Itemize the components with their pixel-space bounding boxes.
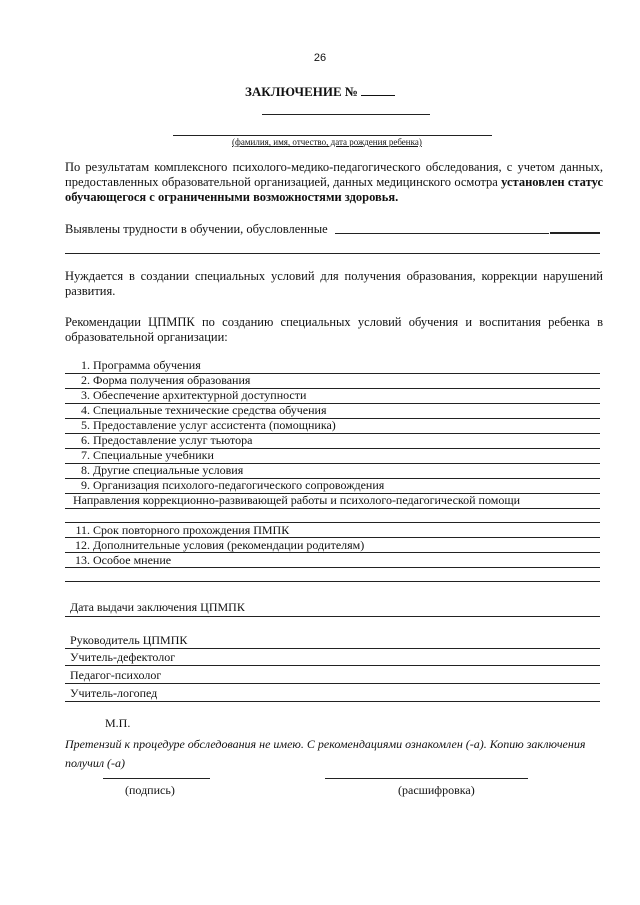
list-line[interactable]: [65, 567, 600, 568]
list-line[interactable]: [65, 581, 600, 582]
recommendations-paragraph: Рекомендации ЦПМПК по созданию специальных условий обучения и воспитания ребенка в образовательной организации:: [65, 315, 603, 344]
signatory-director: Руководитель ЦПМПК: [70, 633, 188, 647]
difficulties-label: Выявлены трудности в обучении, обусловленные: [65, 222, 328, 236]
list-item: 7. Специальные учебники: [81, 448, 214, 462]
title-text: ЗАКЛЮЧЕНИЕ №: [245, 84, 358, 99]
list-item: 4. Специальные технические средства обучения: [81, 403, 327, 417]
list-item: 1. Программа обучения: [81, 358, 201, 372]
signature-line[interactable]: [103, 778, 210, 779]
issue-date-line[interactable]: [65, 616, 600, 617]
signatory-defectologist: Учитель-дефектолог: [70, 650, 176, 664]
list-item: 9. Организация психолого-педагогического сопровождения: [81, 478, 385, 492]
stamp-label: М.П.: [105, 716, 131, 730]
issue-date-label: Дата выдачи заключения ЦПМПК: [70, 600, 245, 614]
child-name-caption: (фамилия, имя, отчество, дата рождения ребенка): [232, 137, 422, 147]
signatory-line[interactable]: [65, 648, 600, 649]
difficulties-line-2[interactable]: [65, 253, 600, 254]
intro-bold-text: установлен статус обучающегося с ограниченными возможностями здоровья.: [65, 175, 603, 204]
difficulties-line[interactable]: [335, 233, 549, 234]
list-item: 8. Другие специальные условия: [81, 463, 244, 477]
signatory-line[interactable]: [65, 683, 600, 684]
acknowledgement-text: Претензий к процедуре обследования не имею. С рекомендациями ознакомлен (-а). Копию заключения получил (-а): [65, 737, 586, 770]
list-item: 2. Форма получения образования: [81, 373, 251, 387]
signatory-psychologist: Педагог-психолог: [70, 668, 162, 682]
signatory-line[interactable]: [65, 665, 600, 666]
list-item: 12. Дополнительные условия (рекомендации родителям): [75, 538, 365, 552]
signatory-line[interactable]: [65, 701, 600, 702]
title-underline: [262, 114, 430, 115]
page-title: [0, 84, 640, 100]
decoding-line[interactable]: [325, 778, 528, 779]
list-item: 3. Обеспечение архитектурной доступности: [81, 388, 307, 402]
needs-paragraph: Нуждается в создании специальных условий для получения образования, коррекции нарушений развития.: [65, 269, 603, 298]
list-item: 6. Предоставление услуг тьютора: [81, 433, 253, 447]
difficulties-line-end: [550, 232, 600, 234]
signatory-speech-therapist: Учитель-логопед: [70, 686, 158, 700]
list-item: 11. Срок повторного прохождения ПМПК: [75, 523, 290, 537]
list-line[interactable]: [65, 508, 600, 509]
intro-text: По результатам комплексного психолого-медико-педагогического обследования, с учетом данных, предоставленных образовательной организацией, данных медицинского осмотра: [65, 160, 603, 189]
child-name-line[interactable]: [173, 135, 492, 136]
decoding-label: (расшифровка): [398, 783, 475, 797]
intro-paragraph: [65, 160, 603, 205]
list-item: Направления коррекционно-развивающей работы и психолого-педагогической помощи: [73, 493, 520, 507]
page-number: 26: [313, 52, 327, 64]
list-item: 5. Предоставление услуг ассистента (помощника): [81, 418, 336, 432]
signature-label: (подпись): [125, 783, 175, 797]
list-item: 13. Особое мнение: [75, 553, 172, 567]
conclusion-number-blank[interactable]: [361, 85, 395, 96]
